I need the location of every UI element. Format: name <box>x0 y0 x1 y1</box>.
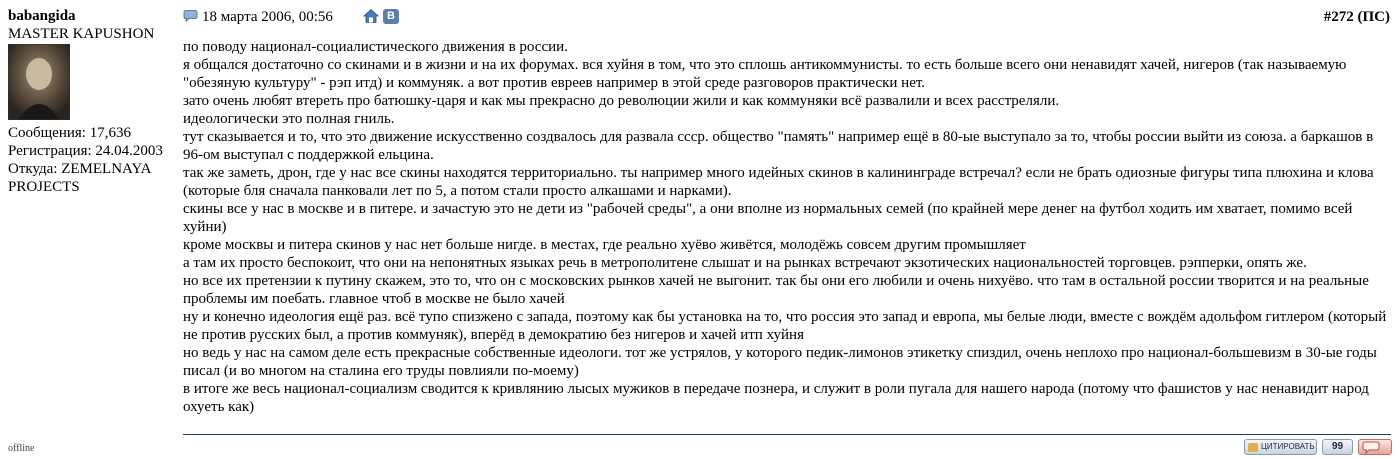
home-icon[interactable] <box>363 8 379 24</box>
message-line: но все их претензии к путину скажем, это то, что он с московских рынков хачей не выгонит. так бы они его любили и очень нихуёво. что там в остальной россии творится и на реальные проблемы им поебать. главное чтоб в москве не было хачей <box>183 273 1369 307</box>
vk-icon[interactable]: В <box>383 9 399 24</box>
reply-icon <box>1359 440 1389 454</box>
post-icon <box>183 10 198 22</box>
message-line: но ведь у нас на самом деле есть прекрасные собственные идеологи. тот же устрялов, у которого педик-лимонов этикетку спиздил, очень неплохо про национал-большевизм в 30-ые годы писал (и во многом на сталина его труды повлияли по-моему) <box>183 345 1377 379</box>
post-number-link[interactable]: #272 <box>1323 9 1354 25</box>
multiquote-button-label: 99 <box>1331 441 1344 452</box>
message-line: тут сказывается и то, что это движение искусственно создвалось для развала ссср. общество "память" например ещё в 80-ые выступало за то, чтобы россии выйти из союза. а баркашов в 96-ом выступал с поддержкой ельцина. <box>183 129 1374 163</box>
message-line: идеологически это полная гниль. <box>183 111 395 127</box>
message-line: по поводу национал-социалистического движения в россии. <box>183 39 568 55</box>
avatar[interactable] <box>8 44 70 120</box>
message-line: я общался достаточно со скинами и в жизни и на их форумах. вся хуйня в том, что это сплошь антикоммунисты. то есть больше всего они ненавидят хачей, нигеров (так называемую "обезяную культуру" - рэп итд) и коммуняк. а вот против евреев например в этой среде разговоров практически нет. <box>183 57 1347 91</box>
author-posts-count: Сообщения: 17,636 <box>8 125 131 141</box>
quote-icon <box>1248 443 1258 452</box>
author-location: Откуда: ZEMELNAYA PROJECTS <box>8 161 151 195</box>
post-divider <box>183 434 1391 435</box>
post-message <box>183 38 1395 416</box>
message-line: кроме москвы и питера скинов у нас нет больше нигде. в местах, где реально хуёво живётся, молодёжь совсем другим промышляет <box>183 237 1026 253</box>
post-number[interactable] <box>1324 9 1390 26</box>
message-line: так же заметь, дрон, где у нас все скины находятся территориально. ты например много идейных скинов в калининграде встречал? если не брать одиозные фигуры типа плюхина и клова (которые бля сначала панковали лет по 5, а потом стали просто алкашами и нарками). <box>183 165 1374 199</box>
online-status: offline <box>8 443 35 454</box>
author-title: MASTER KAPUSHON <box>8 26 155 42</box>
post-date: 18 марта 2006, 00:56 <box>202 9 333 25</box>
quote-button-label: ЦИТИРОВАТЬ <box>1261 442 1315 451</box>
message-line: ну и конечно идеология ещё раз. всё тупо спизжено с запада, поэтому как бы установка на то, что россия это запад и европа, мы белые люди, вместе с вождём адольфом гитлером (который не против русских был, а против коммуняк), вперёд в демократию без нигеров и хачей итп хуйня <box>183 309 1387 343</box>
author-username[interactable]: babangida <box>8 8 76 24</box>
author-panel <box>8 7 180 196</box>
post-header <box>183 8 1390 28</box>
post-number-suffix: (ПС) <box>1353 9 1390 25</box>
message-line: скины все у нас в москве и в питере. и зачастую это не дети из "рабочей среды", а они вполне из нормальных семей (по крайней мере денег на футбол ходить им хватает, помимо всей хуйни) <box>183 201 1353 235</box>
message-line: зато очень любят втереть про батюшку-царя и как мы прекрасно до революции жили и как коммуняки всё развалили и всех расстреляли. <box>183 93 1060 109</box>
message-line: в итоге же весь национал-социализм сводится к кривлянию лысых мужиков в передаче познера, и служит в роли пугала для нашего народа (потому что фашистов у нас ненавидит народ охуеть как) <box>183 381 1369 415</box>
author-registration-date: Регистрация: 24.04.2003 <box>8 143 163 159</box>
message-line: а там их просто беспокоит, что они на непонятных языках речь в метрополитене слышат и на рынках встречают экзотических национальностей торговцев. рэпперки, опять же. <box>183 255 1307 271</box>
